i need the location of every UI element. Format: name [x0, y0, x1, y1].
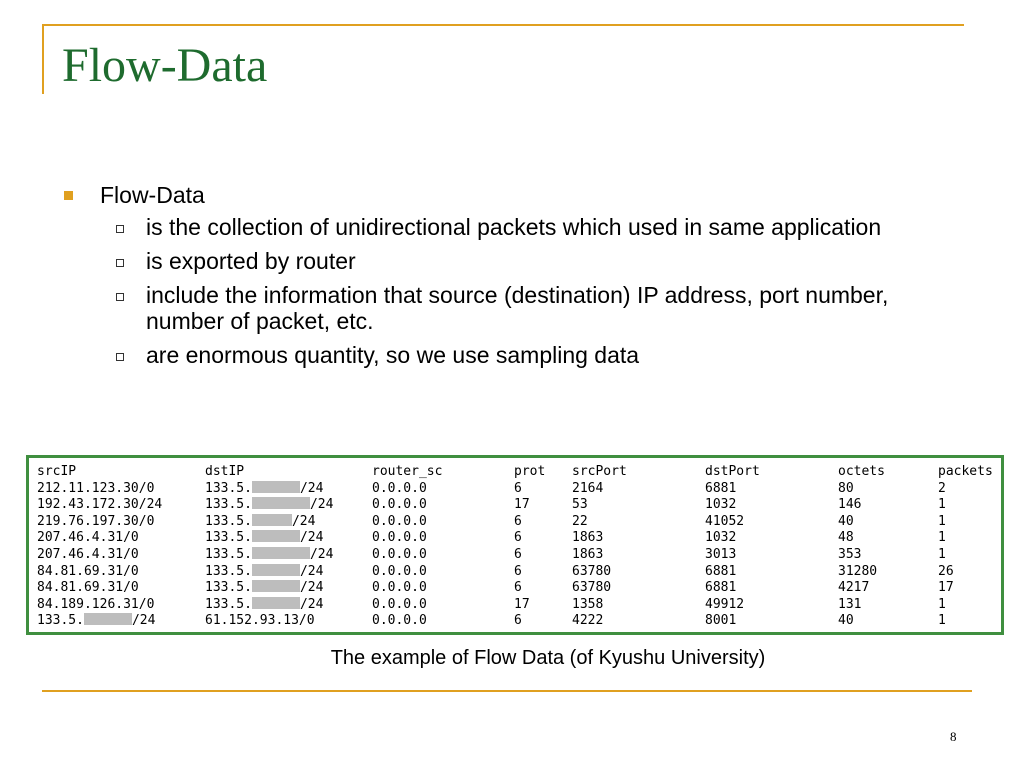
sub-bullet-item — [114, 214, 962, 240]
redacted-block — [252, 580, 300, 592]
column-header-prot: prot — [514, 464, 546, 479]
column-header-octets: octets — [838, 464, 885, 479]
hollow-square-bullet-icon — [116, 259, 124, 267]
cell-packets: 26 — [938, 563, 954, 579]
ip-prefix: 133.5. — [205, 596, 252, 612]
table-row — [37, 597, 1000, 614]
ip-suffix: /24 — [299, 596, 324, 612]
ip-prefix: 133.5. — [205, 563, 252, 579]
cell-router-sc: 0.0.0.0 — [372, 580, 427, 596]
cell-dstip — [205, 580, 372, 597]
cell-srcip — [37, 514, 205, 531]
cell-router-sc: 0.0.0.0 — [372, 613, 427, 629]
ip-suffix: /24 — [131, 613, 156, 629]
cell-dstip — [205, 613, 372, 630]
sub-bullet-item — [114, 342, 962, 368]
hollow-square-bullet-icon — [116, 225, 124, 233]
cell-router-sc: 0.0.0.0 — [372, 546, 427, 562]
table-row — [37, 547, 1000, 564]
ip-suffix: /24 — [309, 497, 334, 513]
table-body — [37, 481, 1000, 630]
redacted-block — [252, 564, 300, 576]
cell-octets: 146 — [838, 497, 862, 513]
cell-dstport: 6881 — [705, 580, 737, 596]
cell-dstport: 1032 — [705, 497, 737, 513]
cell-prot: 6 — [514, 513, 522, 529]
left-rule — [42, 24, 44, 94]
table-row — [37, 514, 1000, 531]
hollow-square-bullet-icon — [116, 353, 124, 361]
cell-prot: 17 — [514, 596, 530, 612]
cell-dstip — [205, 497, 372, 514]
flow-data-table-frame — [26, 455, 1004, 635]
ip-suffix: /24 — [299, 580, 324, 596]
redacted-block — [84, 613, 132, 625]
cell-srcport: 53 — [572, 497, 588, 513]
cell-packets: 17 — [938, 580, 954, 596]
sub-bullet-item — [114, 282, 962, 334]
sub-bullet-text: is the collection of unidirectional packets which used in same application — [146, 214, 882, 240]
cell-srcport: 4222 — [572, 613, 604, 629]
cell-dstport: 6881 — [705, 480, 737, 496]
ip-prefix: 84.81.69.31/0 — [37, 563, 139, 579]
cell-prot: 6 — [514, 546, 522, 562]
cell-dstport: 3013 — [705, 546, 737, 562]
sub-bullet-text: are enormous quantity, so we use sampling data — [146, 342, 640, 368]
redacted-block — [252, 597, 300, 609]
cell-srcip — [37, 564, 205, 581]
ip-suffix: /24 — [299, 563, 324, 579]
cell-dstport: 8001 — [705, 613, 737, 629]
cell-prot: 6 — [514, 480, 522, 496]
cell-packets: 1 — [938, 613, 946, 629]
cell-srcip — [37, 597, 205, 614]
cell-srcport: 63780 — [572, 563, 612, 579]
cell-srcip — [37, 613, 205, 630]
redacted-block — [252, 481, 300, 493]
cell-router-sc: 0.0.0.0 — [372, 480, 427, 496]
cell-octets: 80 — [838, 480, 854, 496]
table-row — [37, 613, 1000, 630]
sub-bullet-item — [114, 248, 962, 274]
cell-srcport: 2164 — [572, 480, 604, 496]
cell-dstip — [205, 530, 372, 547]
cell-packets: 1 — [938, 513, 946, 529]
ip-prefix: 133.5. — [205, 580, 252, 596]
column-header-dstip: dstIP — [205, 464, 245, 479]
table-row — [37, 481, 1000, 498]
page-number: 8 — [950, 729, 957, 744]
cell-packets: 1 — [938, 497, 946, 513]
ip-prefix: 84.189.126.31/0 — [37, 596, 155, 612]
ip-prefix: 133.5. — [205, 480, 252, 496]
cell-dstip — [205, 481, 372, 498]
cell-octets: 353 — [838, 546, 862, 562]
cell-router-sc: 0.0.0.0 — [372, 563, 427, 579]
cell-srcport: 22 — [572, 513, 588, 529]
cell-prot: 6 — [514, 563, 522, 579]
column-header-dstport: dstPort — [705, 464, 760, 479]
cell-dstport: 6881 — [705, 563, 737, 579]
ip-suffix: /24 — [291, 513, 316, 529]
cell-dstport: 1032 — [705, 530, 737, 546]
table-row — [37, 564, 1000, 581]
sub-bullet-list — [62, 214, 962, 368]
table-row — [37, 530, 1000, 547]
cell-octets: 4217 — [838, 580, 870, 596]
ip-prefix: 61.152.93.13/0 — [205, 613, 315, 629]
sub-bullet-text: is exported by router — [146, 248, 356, 274]
cell-srcip — [37, 481, 205, 498]
redacted-block — [252, 497, 310, 509]
slide-title: Flow-Data — [62, 39, 268, 92]
column-header-srcip: srcIP — [37, 464, 77, 479]
cell-prot: 6 — [514, 530, 522, 546]
redacted-block — [252, 530, 300, 542]
cell-dstip — [205, 547, 372, 564]
column-header-packets: packets — [938, 464, 993, 479]
ip-suffix: /24 — [309, 546, 334, 562]
table-row — [37, 580, 1000, 597]
ip-prefix: 133.5. — [37, 613, 84, 629]
cell-octets: 31280 — [838, 563, 878, 579]
cell-octets: 40 — [838, 613, 854, 629]
table-caption: The example of Flow Data (of Kyushu University) — [330, 647, 766, 669]
ip-prefix: 133.5. — [205, 513, 252, 529]
cell-dstport: 41052 — [705, 513, 745, 529]
ip-prefix: 192.43.172.30/24 — [37, 497, 163, 513]
cell-prot: 6 — [514, 613, 522, 629]
cell-srcip — [37, 580, 205, 597]
cell-prot: 17 — [514, 497, 530, 513]
cell-dstip — [205, 564, 372, 581]
flow-data-table — [37, 464, 1000, 630]
cell-packets: 1 — [938, 530, 946, 546]
cell-dstport: 49912 — [705, 596, 745, 612]
top-rule — [42, 24, 964, 26]
redacted-block — [252, 547, 310, 559]
ip-prefix: 133.5. — [205, 530, 252, 546]
redacted-block — [252, 514, 292, 526]
cell-srcip — [37, 547, 205, 564]
bullet-list — [62, 180, 962, 376]
cell-packets: 1 — [938, 596, 946, 612]
cell-octets: 48 — [838, 530, 854, 546]
sub-bullet-text: include the information that source (destination) IP address, port number, number of packet, etc. — [146, 282, 889, 334]
ip-suffix: /24 — [299, 480, 324, 496]
ip-prefix: 133.5. — [205, 546, 252, 562]
square-bullet-icon — [64, 191, 73, 200]
cell-srcip — [37, 530, 205, 547]
ip-prefix: 133.5. — [205, 497, 252, 513]
table-row — [37, 497, 1000, 514]
ip-suffix: /24 — [299, 530, 324, 546]
ip-prefix: 207.46.4.31/0 — [37, 546, 139, 562]
column-header-srcport: srcPort — [572, 464, 627, 479]
cell-srcport: 1863 — [572, 546, 604, 562]
table-header-row — [37, 464, 1000, 481]
ip-prefix: 219.76.197.30/0 — [37, 513, 155, 529]
cell-dstip — [205, 514, 372, 531]
cell-router-sc: 0.0.0.0 — [372, 497, 427, 513]
ip-prefix: 84.81.69.31/0 — [37, 580, 139, 596]
cell-router-sc: 0.0.0.0 — [372, 513, 427, 529]
cell-router-sc: 0.0.0.0 — [372, 596, 427, 612]
cell-srcport: 1358 — [572, 596, 604, 612]
cell-prot: 6 — [514, 580, 522, 596]
bullet-text: Flow-Data — [100, 182, 205, 208]
hollow-square-bullet-icon — [116, 293, 124, 301]
cell-octets: 40 — [838, 513, 854, 529]
bullet-item — [62, 180, 962, 210]
cell-srcport: 1863 — [572, 530, 604, 546]
cell-srcport: 63780 — [572, 580, 612, 596]
bottom-rule — [42, 690, 972, 692]
cell-router-sc: 0.0.0.0 — [372, 530, 427, 546]
ip-prefix: 212.11.123.30/0 — [37, 480, 155, 496]
cell-packets: 1 — [938, 546, 946, 562]
cell-octets: 131 — [838, 596, 862, 612]
ip-prefix: 207.46.4.31/0 — [37, 530, 139, 546]
cell-dstip — [205, 597, 372, 614]
column-header-router-sc: router_sc — [372, 464, 443, 479]
cell-packets: 2 — [938, 480, 946, 496]
cell-srcip — [37, 497, 205, 514]
